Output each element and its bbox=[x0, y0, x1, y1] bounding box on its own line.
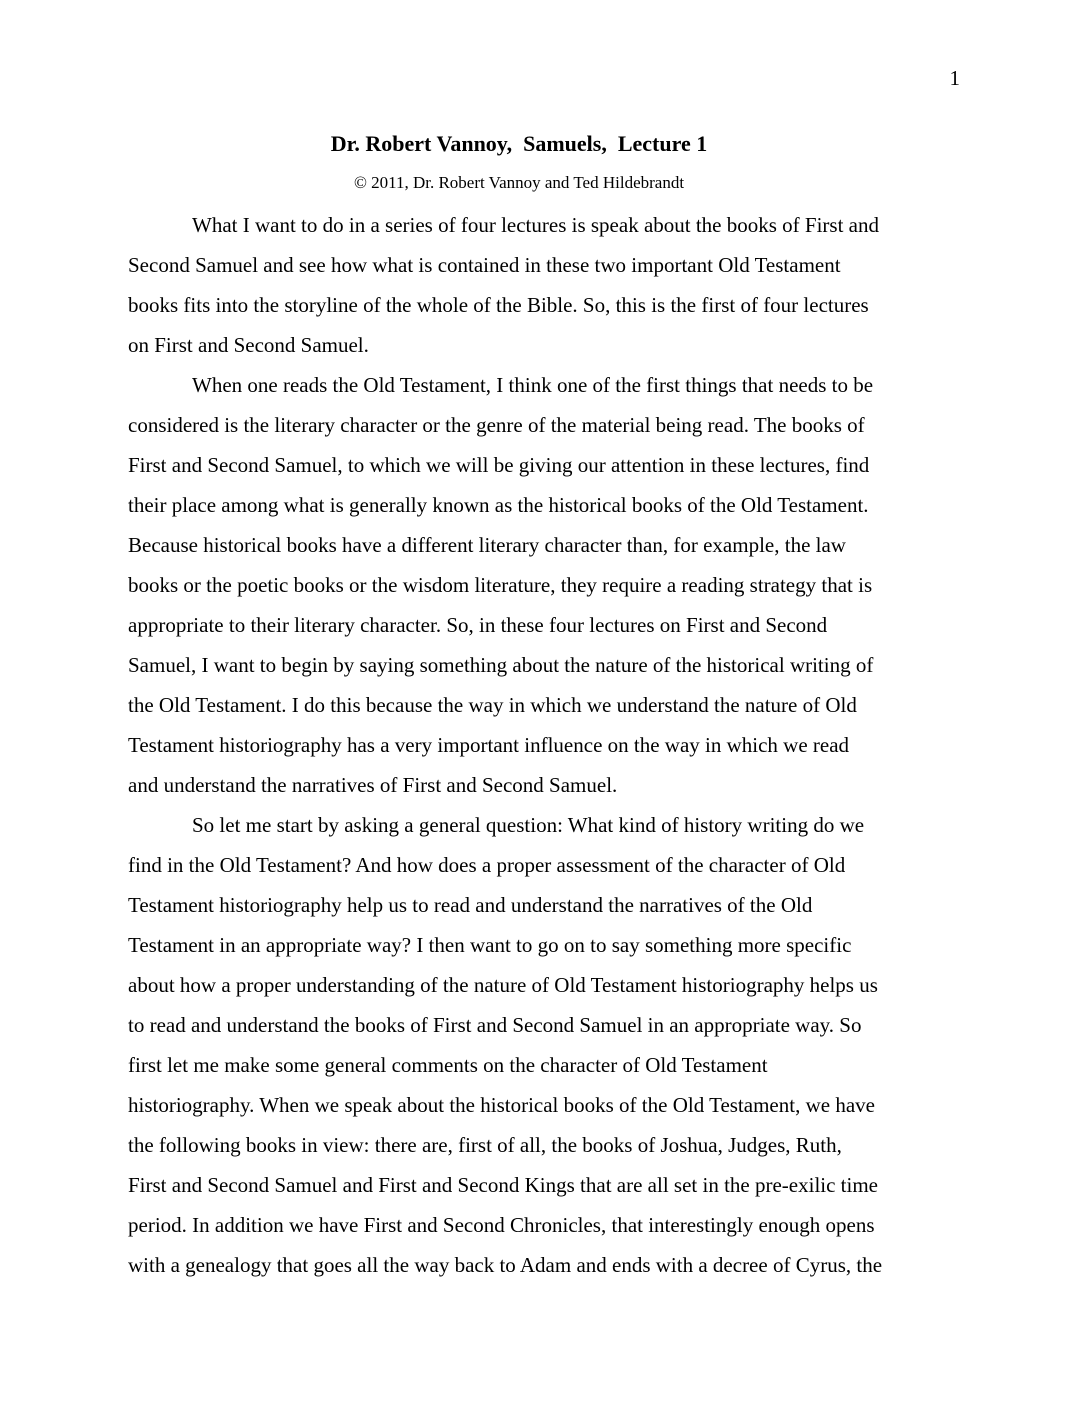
lecture-body bbox=[128, 205, 968, 1285]
text-line: books or the poetic books or the wisdom literature, they require a reading strategy that is bbox=[128, 573, 873, 597]
text-line: appropriate to their literary character. So, in these four lectures on First and Second bbox=[128, 613, 828, 637]
text-line: Samuel, I want to begin by saying something about the nature of the historical writing of bbox=[128, 653, 874, 677]
page-number: 1 bbox=[949, 66, 960, 90]
text-line: First and Second Samuel, to which we will be giving our attention in these lectures, find bbox=[128, 453, 870, 477]
text-line: Second Samuel and see how what is contained in these two important Old Testament bbox=[128, 253, 841, 277]
text-line: first let me make some general comments on the character of Old Testament bbox=[128, 1053, 768, 1077]
text-line: to read and understand the books of First and Second Samuel in an appropriate way. So bbox=[128, 1013, 862, 1037]
text-line: considered is the literary character or the genre of the material being read. The books of bbox=[128, 413, 865, 437]
text-line: and understand the narratives of First and Second Samuel. bbox=[128, 773, 618, 797]
text-line: Testament in an appropriate way? I then want to go on to say something more specific bbox=[128, 933, 852, 957]
text-line: Testament historiography has a very important influence on the way in which we read bbox=[128, 733, 850, 757]
text-line: Because historical books have a different literary character than, for example, the law bbox=[128, 533, 846, 557]
lecture-title: Dr. Robert Vannoy, Samuels, Lecture 1 bbox=[330, 131, 708, 156]
text-line: the following books in view: there are, first of all, the books of Joshua, Judges, Ruth, bbox=[128, 1133, 842, 1157]
text-line: on First and Second Samuel. bbox=[128, 333, 369, 357]
text-line: What I want to do in a series of four lectures is speak about the books of First and bbox=[192, 213, 880, 237]
text-line: books fits into the storyline of the whole of the Bible. So, this is the first of four lectures bbox=[128, 293, 869, 317]
text-line: So let me start by asking a general question: What kind of history writing do we bbox=[192, 813, 865, 837]
text-line: When one reads the Old Testament, I think one of the first things that needs to be bbox=[192, 373, 874, 397]
text-line: First and Second Samuel and First and Second Kings that are all set in the pre-exilic time bbox=[128, 1173, 879, 1197]
text-line: Testament historiography help us to read and understand the narratives of the Old bbox=[128, 893, 813, 917]
text-line: the Old Testament. I do this because the way in which we understand the nature of Old bbox=[128, 693, 857, 717]
text-line: their place among what is generally known as the historical books of the Old Testament. bbox=[128, 493, 869, 517]
text-line: with a genealogy that goes all the way back to Adam and ends with a decree of Cyrus, the bbox=[128, 1253, 883, 1277]
text-line: historiography. When we speak about the historical books of the Old Testament, we have bbox=[128, 1093, 875, 1117]
copyright-line: © 2011, Dr. Robert Vannoy and Ted Hildebrandt bbox=[353, 173, 685, 192]
text-line: period. In addition we have First and Second Chronicles, that interestingly enough opens bbox=[128, 1213, 875, 1237]
text-line: about how a proper understanding of the nature of Old Testament historiography helps us bbox=[128, 973, 878, 997]
text-line: find in the Old Testament? And how does a proper assessment of the character of Old bbox=[128, 853, 846, 877]
